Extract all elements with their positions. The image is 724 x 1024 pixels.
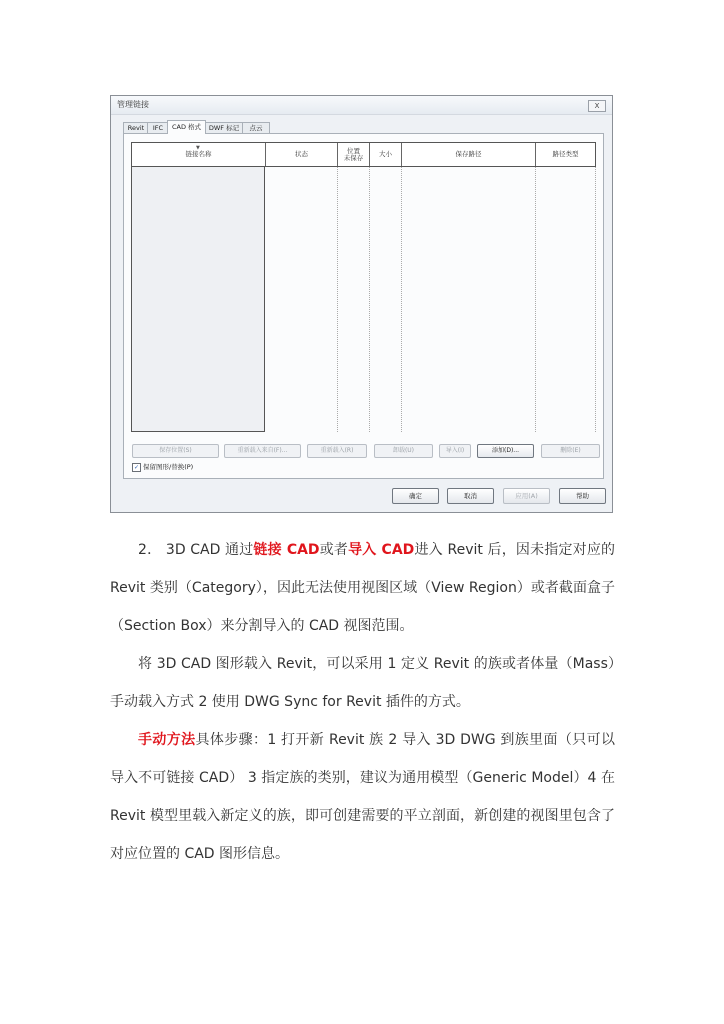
- tab-panel: [123, 133, 604, 479]
- column-path-type[interactable]: 路径类型: [552, 150, 579, 158]
- preserve-graphics-label: 保留图形/替换(P): [143, 463, 194, 471]
- tab-dwf-markup[interactable]: DWF 标记: [204, 122, 244, 134]
- save-positions-button[interactable]: 保存位置(S): [132, 444, 219, 458]
- column-position-unsaved[interactable]: 位置 未保存: [338, 143, 370, 166]
- close-button[interactable]: X: [588, 100, 606, 112]
- apply-button[interactable]: 应用(A): [503, 488, 550, 504]
- highlight-import-cad: 导入 CAD: [348, 542, 415, 558]
- add-button[interactable]: 添加(D)...: [477, 444, 534, 458]
- remove-button[interactable]: 删除(E): [541, 444, 600, 458]
- column-divider: [535, 167, 536, 432]
- import-button[interactable]: 导入(I): [439, 444, 471, 458]
- action-button-row: [132, 444, 602, 458]
- paragraph-load-methods: 将 3D CAD 图形载入 Revit，可以采用 1 定义 Revit 的族或者体量（Mass）手动载入方式 2 使用 DWG Sync for Revit 插件的方式。: [110, 656, 615, 710]
- reload-button[interactable]: 重新载入(R): [307, 444, 367, 458]
- highlight-manual-method: 手动方法: [138, 732, 196, 748]
- preserve-graphics-checkbox[interactable]: ✓: [133, 464, 140, 471]
- dialog-titlebar: [111, 96, 612, 115]
- column-divider: [401, 167, 402, 432]
- table-header: [131, 142, 596, 167]
- link-name-column-body: [131, 167, 265, 432]
- unload-button[interactable]: 卸载(U): [374, 444, 433, 458]
- cancel-button[interactable]: 取消: [447, 488, 494, 504]
- tab-point-cloud[interactable]: 点云: [242, 122, 270, 134]
- column-link-name[interactable]: 链接名称: [132, 143, 266, 166]
- tab-cad-formats[interactable]: CAD 格式: [167, 120, 206, 134]
- column-divider: [369, 167, 370, 432]
- dialog-footer: [111, 488, 614, 504]
- table-body[interactable]: [131, 167, 596, 432]
- sort-arrow-icon[interactable]: ▼: [196, 145, 200, 151]
- column-saved-path[interactable]: 保存路径: [402, 143, 536, 166]
- column-status[interactable]: 状态: [266, 143, 338, 166]
- highlight-link-cad: 链接 CAD: [253, 542, 320, 558]
- tab-ifc[interactable]: IFC: [147, 122, 169, 134]
- help-button[interactable]: 帮助: [559, 488, 606, 504]
- manage-links-dialog: [110, 95, 613, 513]
- column-divider: [337, 167, 338, 432]
- column-size[interactable]: 大小: [370, 143, 402, 166]
- dialog-title: 管理链接: [117, 100, 149, 109]
- paragraph-cad-import-limits: 2． 3D CAD 通过链接 CAD或者导入 CAD进入 Revit 后，因未指定对应的 Revit 类别（Category），因此无法使用视图区域（View Region）或者截面盒子（Section Box）来分割导入的 CAD 视图范围。: [110, 542, 616, 634]
- column-divider: [595, 167, 596, 432]
- links-table: [131, 142, 596, 432]
- ok-button[interactable]: 确定: [392, 488, 439, 504]
- reload-from-button[interactable]: 重新载入来自(F)...: [224, 444, 301, 458]
- paragraph-manual-method: 手动方法具体步骤：1 打开新 Revit 族 2 导入 3D DWG 到族里面（只可以导入不可链接 CAD） 3 指定族的类别，建议为通用模型（Generic Model）4 在 Revit 模型里载入新定义的族，即可创建需要的平立剖面，新创建的视图里包含了对应位置的 CAD 图形信息。: [110, 732, 616, 862]
- tab-revit[interactable]: Revit: [123, 122, 149, 134]
